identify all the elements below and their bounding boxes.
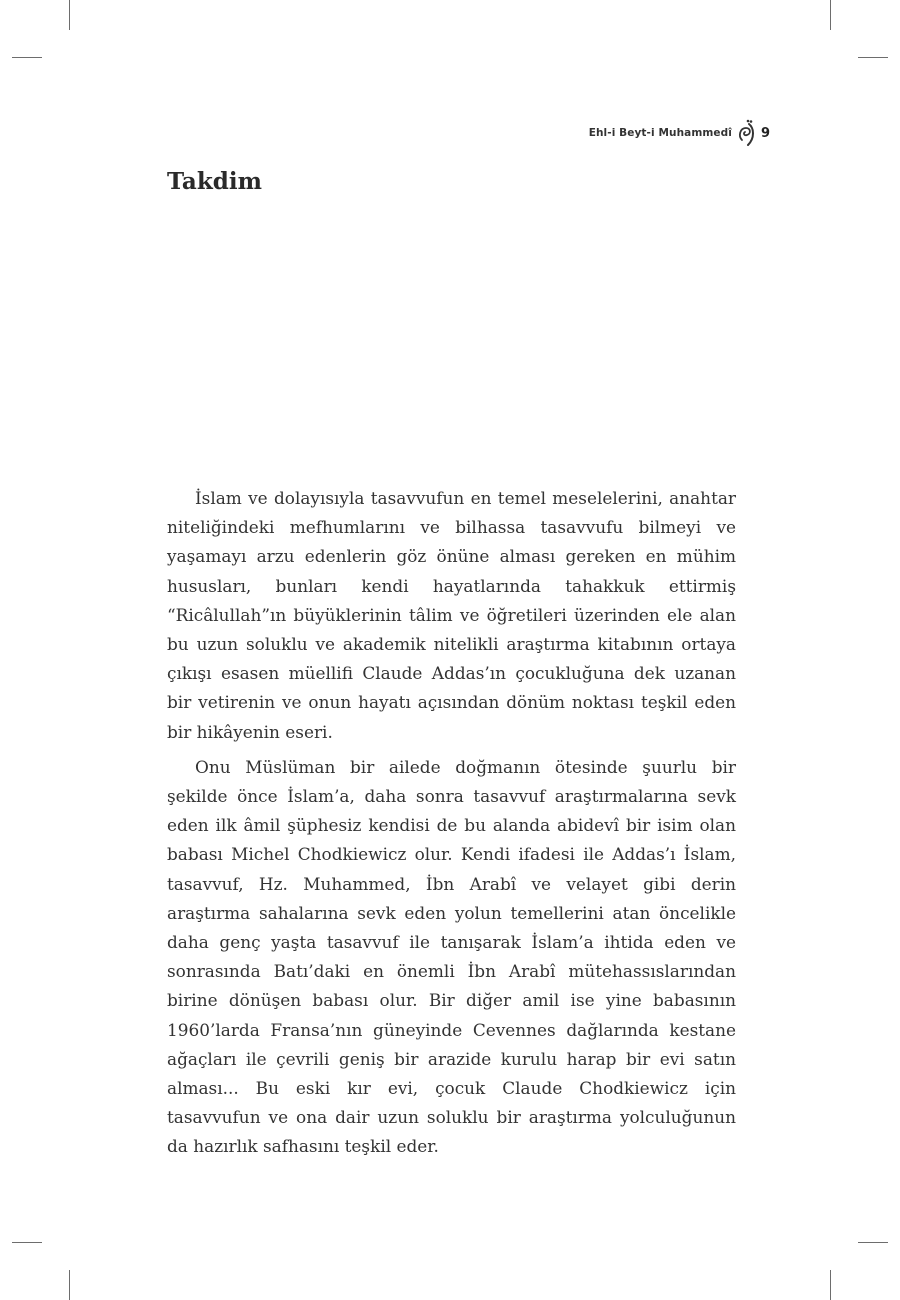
chapter-title: Takdim bbox=[167, 168, 262, 195]
crop-mark-bottom-right bbox=[830, 1270, 831, 1300]
crop-mark-top-left bbox=[69, 0, 70, 30]
paragraph: Onu Müslüman bir ailede doğmanın ötesinde şuurlu bir şekilde önce İslam’a, daha sonra tasavvuf araştırmalarına sevk eden ilk âmil şüphesiz kendisi de bu alanda abidevî bir isim olan babası Michel Chodkiewicz olur. Kendi ifadesi ile Addas’ı İslam, tasavvuf, Hz. Muhammed, İbn Arabî ve velayet gibi derin araştırma sahalarına sevk eden yolun temellerini atan öncelikle daha genç yaşta tasavvuf ile tanışarak İslam’a ihtida eden ve sonrasında Batı’daki en önemli İbn Arabî mütehassıslarından birine dönüşen babası olur. Bir diğer amil ise yine babasının 1960’larda Fransa’nın güneyinde Cevennes dağlarında kestane ağaçları ile çevrili geniş bir arazide kurulu harap bir evi satın alması... Bu eski kır evi, çocuk Claude Chodkiewicz için tasavvufun ve ona dair uzun soluklu bir araştırma yolculuğunun da hazırlık safhasını teşkil eder. bbox=[167, 756, 736, 1157]
crop-mark-top-right bbox=[830, 0, 831, 30]
crop-mark-bottom-left bbox=[69, 1270, 70, 1300]
crop-mark-left-bottom bbox=[12, 1242, 42, 1243]
page-number: 9 bbox=[760, 125, 770, 141]
running-head bbox=[520, 118, 770, 148]
crop-mark-right-bottom bbox=[858, 1242, 888, 1243]
paragraph: İslam ve dolayısıyla tasavvufun en temel meselelerini, anahtar niteliğindeki mefhumlarını ve bilhassa tasavvufu bilmeyi ve yaşamayı arzu edenlerin göz önüne alması gereken en mühim hususları, bunları kendi hayatlarında tahakkuk ettirmiş “Ricâlullah”ın büyüklerinin tâlim ve öğretileri üzerinden ele alan bu uzun soluklu ve akademik nitelikli araştırma kitabının ortaya çıkışı esasen müellifi Claude Addas’ın çocukluğuna dek uzanan bir vetirenin ve onun hayatı açısından dönüm noktası teşkil eden bir hikâyenin eseri. bbox=[167, 488, 736, 742]
body-text bbox=[167, 484, 736, 1168]
running-title: Ehl-i Beyt-i Muhammedî bbox=[588, 127, 732, 139]
calligraphy-ornament-icon bbox=[736, 118, 758, 148]
crop-mark-left-top bbox=[12, 57, 42, 58]
crop-mark-right-top bbox=[858, 57, 888, 58]
